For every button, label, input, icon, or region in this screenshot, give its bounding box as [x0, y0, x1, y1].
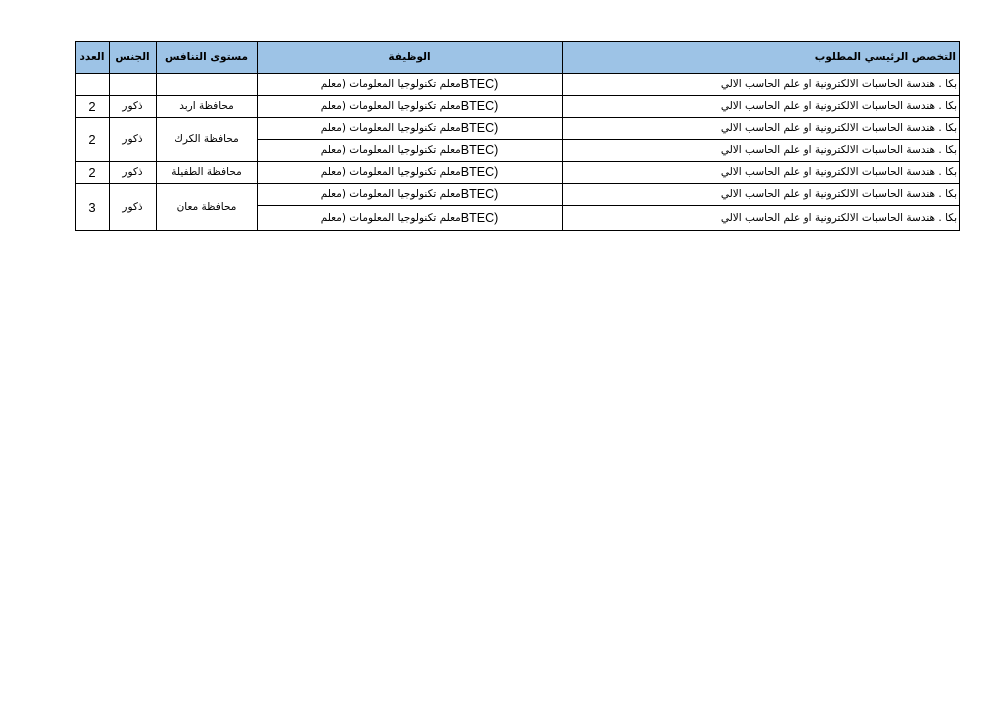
- group-level: محافظة معان: [176, 201, 237, 213]
- grid-line: [109, 41, 110, 231]
- group-gender: ذكور: [122, 133, 143, 145]
- job-code: BTEC): [460, 187, 499, 201]
- group-gender: ذكور: [122, 100, 143, 112]
- jobs-table: [75, 41, 960, 231]
- grid-line: [75, 183, 960, 184]
- job-code: BTEC): [460, 211, 499, 225]
- group-level: محافظة الكرك: [174, 133, 239, 145]
- header-count: العدد: [75, 41, 109, 73]
- job-code: BTEC): [460, 77, 499, 91]
- job-cell: [257, 73, 562, 95]
- job-cell: [257, 205, 562, 231]
- group-gender: ذكور: [122, 201, 143, 213]
- specialization-cell: بكا . هندسة الحاسبات الالكترونية او علم الحاسب الالي: [720, 78, 957, 90]
- job-cell: [257, 95, 562, 117]
- job-cell: [257, 183, 562, 205]
- job-title: معلم تكنولوجيا المعلومات (معلم: [320, 144, 461, 156]
- grid-line: [75, 41, 960, 42]
- job-title: معلم تكنولوجيا المعلومات (معلم: [320, 212, 461, 224]
- specialization-cell: بكا . هندسة الحاسبات الالكترونية او علم الحاسب الالي: [720, 122, 957, 134]
- header-job: الوظيفة: [257, 41, 562, 73]
- grid-line: [959, 41, 960, 231]
- job-title: معلم تكنولوجيا المعلومات (معلم: [320, 122, 461, 134]
- job-code: BTEC): [460, 121, 499, 135]
- grid-line: [75, 230, 960, 231]
- grid-line: [156, 41, 157, 231]
- job-code: BTEC): [460, 165, 499, 179]
- group-count: 3: [88, 199, 96, 215]
- grid-line: [257, 41, 258, 231]
- group-count: 2: [88, 98, 96, 114]
- specialization-cell: بكا . هندسة الحاسبات الالكترونية او علم الحاسب الالي: [720, 166, 957, 178]
- grid-line: [75, 41, 76, 231]
- grid-line: [75, 95, 960, 96]
- job-code: BTEC): [460, 99, 499, 113]
- group-gender: [109, 73, 156, 95]
- group-gender: ذكور: [122, 166, 143, 178]
- specialization-cell: بكا . هندسة الحاسبات الالكترونية او علم الحاسب الالي: [720, 188, 957, 200]
- group-count: 2: [88, 164, 96, 180]
- header-competition-level: مستوى التنافس: [156, 41, 257, 73]
- specialization-cell: بكا . هندسة الحاسبات الالكترونية او علم الحاسب الالي: [720, 100, 957, 112]
- grid-line: [75, 117, 960, 118]
- job-title: معلم تكنولوجيا المعلومات (معلم: [320, 188, 461, 200]
- grid-line: [562, 41, 563, 231]
- job-title: معلم تكنولوجيا المعلومات (معلم: [320, 100, 461, 112]
- header-gender: الجنس: [109, 41, 156, 73]
- group-count: 2: [88, 131, 96, 147]
- grid-line: [257, 139, 960, 140]
- group-level: محافظة الطفيلة: [171, 166, 242, 178]
- grid-line: [75, 73, 960, 74]
- job-cell: [257, 161, 562, 183]
- specialization-cell: بكا . هندسة الحاسبات الالكترونية او علم الحاسب الالي: [720, 212, 957, 224]
- job-cell: [257, 117, 562, 139]
- job-cell: [257, 139, 562, 161]
- specialization-cell: بكا . هندسة الحاسبات الالكترونية او علم الحاسب الالي: [720, 144, 957, 156]
- grid-line: [257, 205, 960, 206]
- job-title: معلم تكنولوجيا المعلومات (معلم: [320, 78, 461, 90]
- group-level: [156, 73, 257, 95]
- job-code: BTEC): [460, 143, 499, 157]
- job-title: معلم تكنولوجيا المعلومات (معلم: [320, 166, 461, 178]
- header-specialization: التخصص الرئيسي المطلوب: [562, 41, 960, 73]
- group-level: محافظة اربد: [179, 100, 234, 112]
- grid-line: [75, 161, 960, 162]
- group-count: [75, 73, 109, 95]
